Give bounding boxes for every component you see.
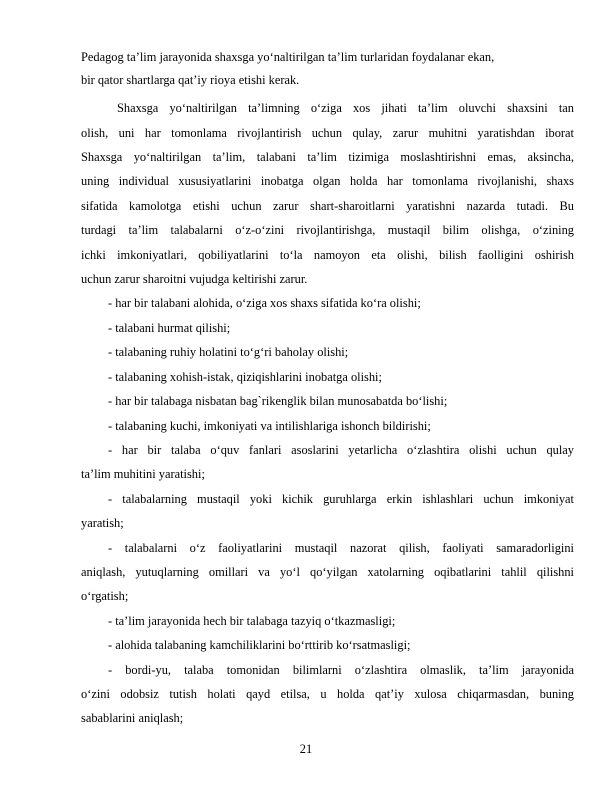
intro-line: bir qator shartlarga qat’iy rioya etishi kerak.	[81, 73, 300, 87]
list-item: - talabani hurmat qilishi;	[108, 321, 231, 335]
list-item-continuation: o‘rgatish;	[81, 589, 129, 603]
paragraph-line: Shaxsga yo‘naltirilgan ta’lim, talabani ta’lim tizimiga moslashtirishni emas, aksincha,	[81, 150, 574, 164]
list-item: - talabaning ruhiy holatini to‘g‘ri baholay olishi;	[108, 345, 349, 359]
paragraph-line: turdagi ta’lim talabalarni o‘z-o‘zini rivojlantirishga, mustaqil bilim olishga, o‘zining	[81, 223, 574, 237]
list-item-continuation: o‘zini odobsiz tutish holati qayd etilsa, u holda qat’iy xulosa chiqarmasdan, buning	[81, 687, 574, 701]
paragraph-line: Shaxsga yo‘naltirilgan ta’limning o‘ziga xos jihati ta’lim oluvchi shaxsini tan	[117, 101, 574, 115]
list-item: - alohida talabaning kamchiliklarini bo‘rttirib ko‘rsatmasligi;	[108, 638, 411, 652]
list-item: - har bir talabani alohida, o‘ziga xos shaxs sifatida ko‘ra olishi;	[108, 296, 421, 310]
list-item: - ta’lim jarayonida hech bir talabaga tazyiq o‘tkazmasligi;	[108, 614, 396, 628]
list-item-continuation: ta’lim muhitini yaratishi;	[81, 467, 205, 481]
paragraph-line: uning individual xususiyatlarini inobatga olgan holda har tomonlama rivojlanishi, shaxs	[81, 174, 574, 188]
list-item: - talabaning kuchi, imkoniyati va intilishlariga ishonch bildirishi;	[108, 419, 431, 433]
list-item: - talabaning xohish-istak, qiziqishlarini inobatga olishi;	[108, 370, 382, 384]
paragraph-line: uchun zarur sharoitni vujudga keltirishi zarur.	[81, 272, 308, 286]
intro-line: Pedagog ta’lim jarayonida shaxsga yo‘naltirilgan ta’lim turlaridan foydalanar ekan,	[81, 50, 495, 64]
paragraph-line: ichki imkoniyatlari, qobiliyatlarini to‘la namoyon eta olishi, bilish faolligini oshirish	[81, 248, 574, 262]
list-item: - talabalarni o‘z faoliyatlarini mustaqil nazorat qilish, faoliyati samaradorligini	[108, 541, 574, 555]
list-item-continuation: sabablarini aniqlash;	[81, 711, 184, 725]
list-item: - talabalarning mustaqil yoki kichik guruhlarga erkin ishlashlari uchun imkoniyat	[108, 492, 574, 506]
paragraph-line: olish, uni har tomonlama rivojlantirish uchun qulay, zarur muhitni yaratishdan iborat	[81, 126, 574, 140]
paragraph-line: sifatida kamolotga etishi uchun zarur shart-sharoitlarni yaratishni nazarda tutadi. Bu	[81, 199, 574, 213]
page-number: 21	[299, 742, 313, 756]
list-item: - bordi-yu, talaba tomonidan bilimlarni o‘zlashtira olmaslik, ta’lim jarayonida	[108, 663, 574, 677]
list-item-continuation: yaratish;	[81, 516, 124, 530]
list-item-continuation: aniqlash, yutuqlarning omillari va yo‘l qo‘yilgan xatolarning oqibatlarini tahlil qilishni	[81, 565, 574, 579]
list-item: - har bir talaba o‘quv fanlari asoslarini yetarlicha o‘zlashtira olishi uchun qulay	[108, 443, 574, 457]
list-item: - har bir talabaga nisbatan bag`rikenglik bilan munosabatda bo‘lishi;	[108, 394, 448, 408]
